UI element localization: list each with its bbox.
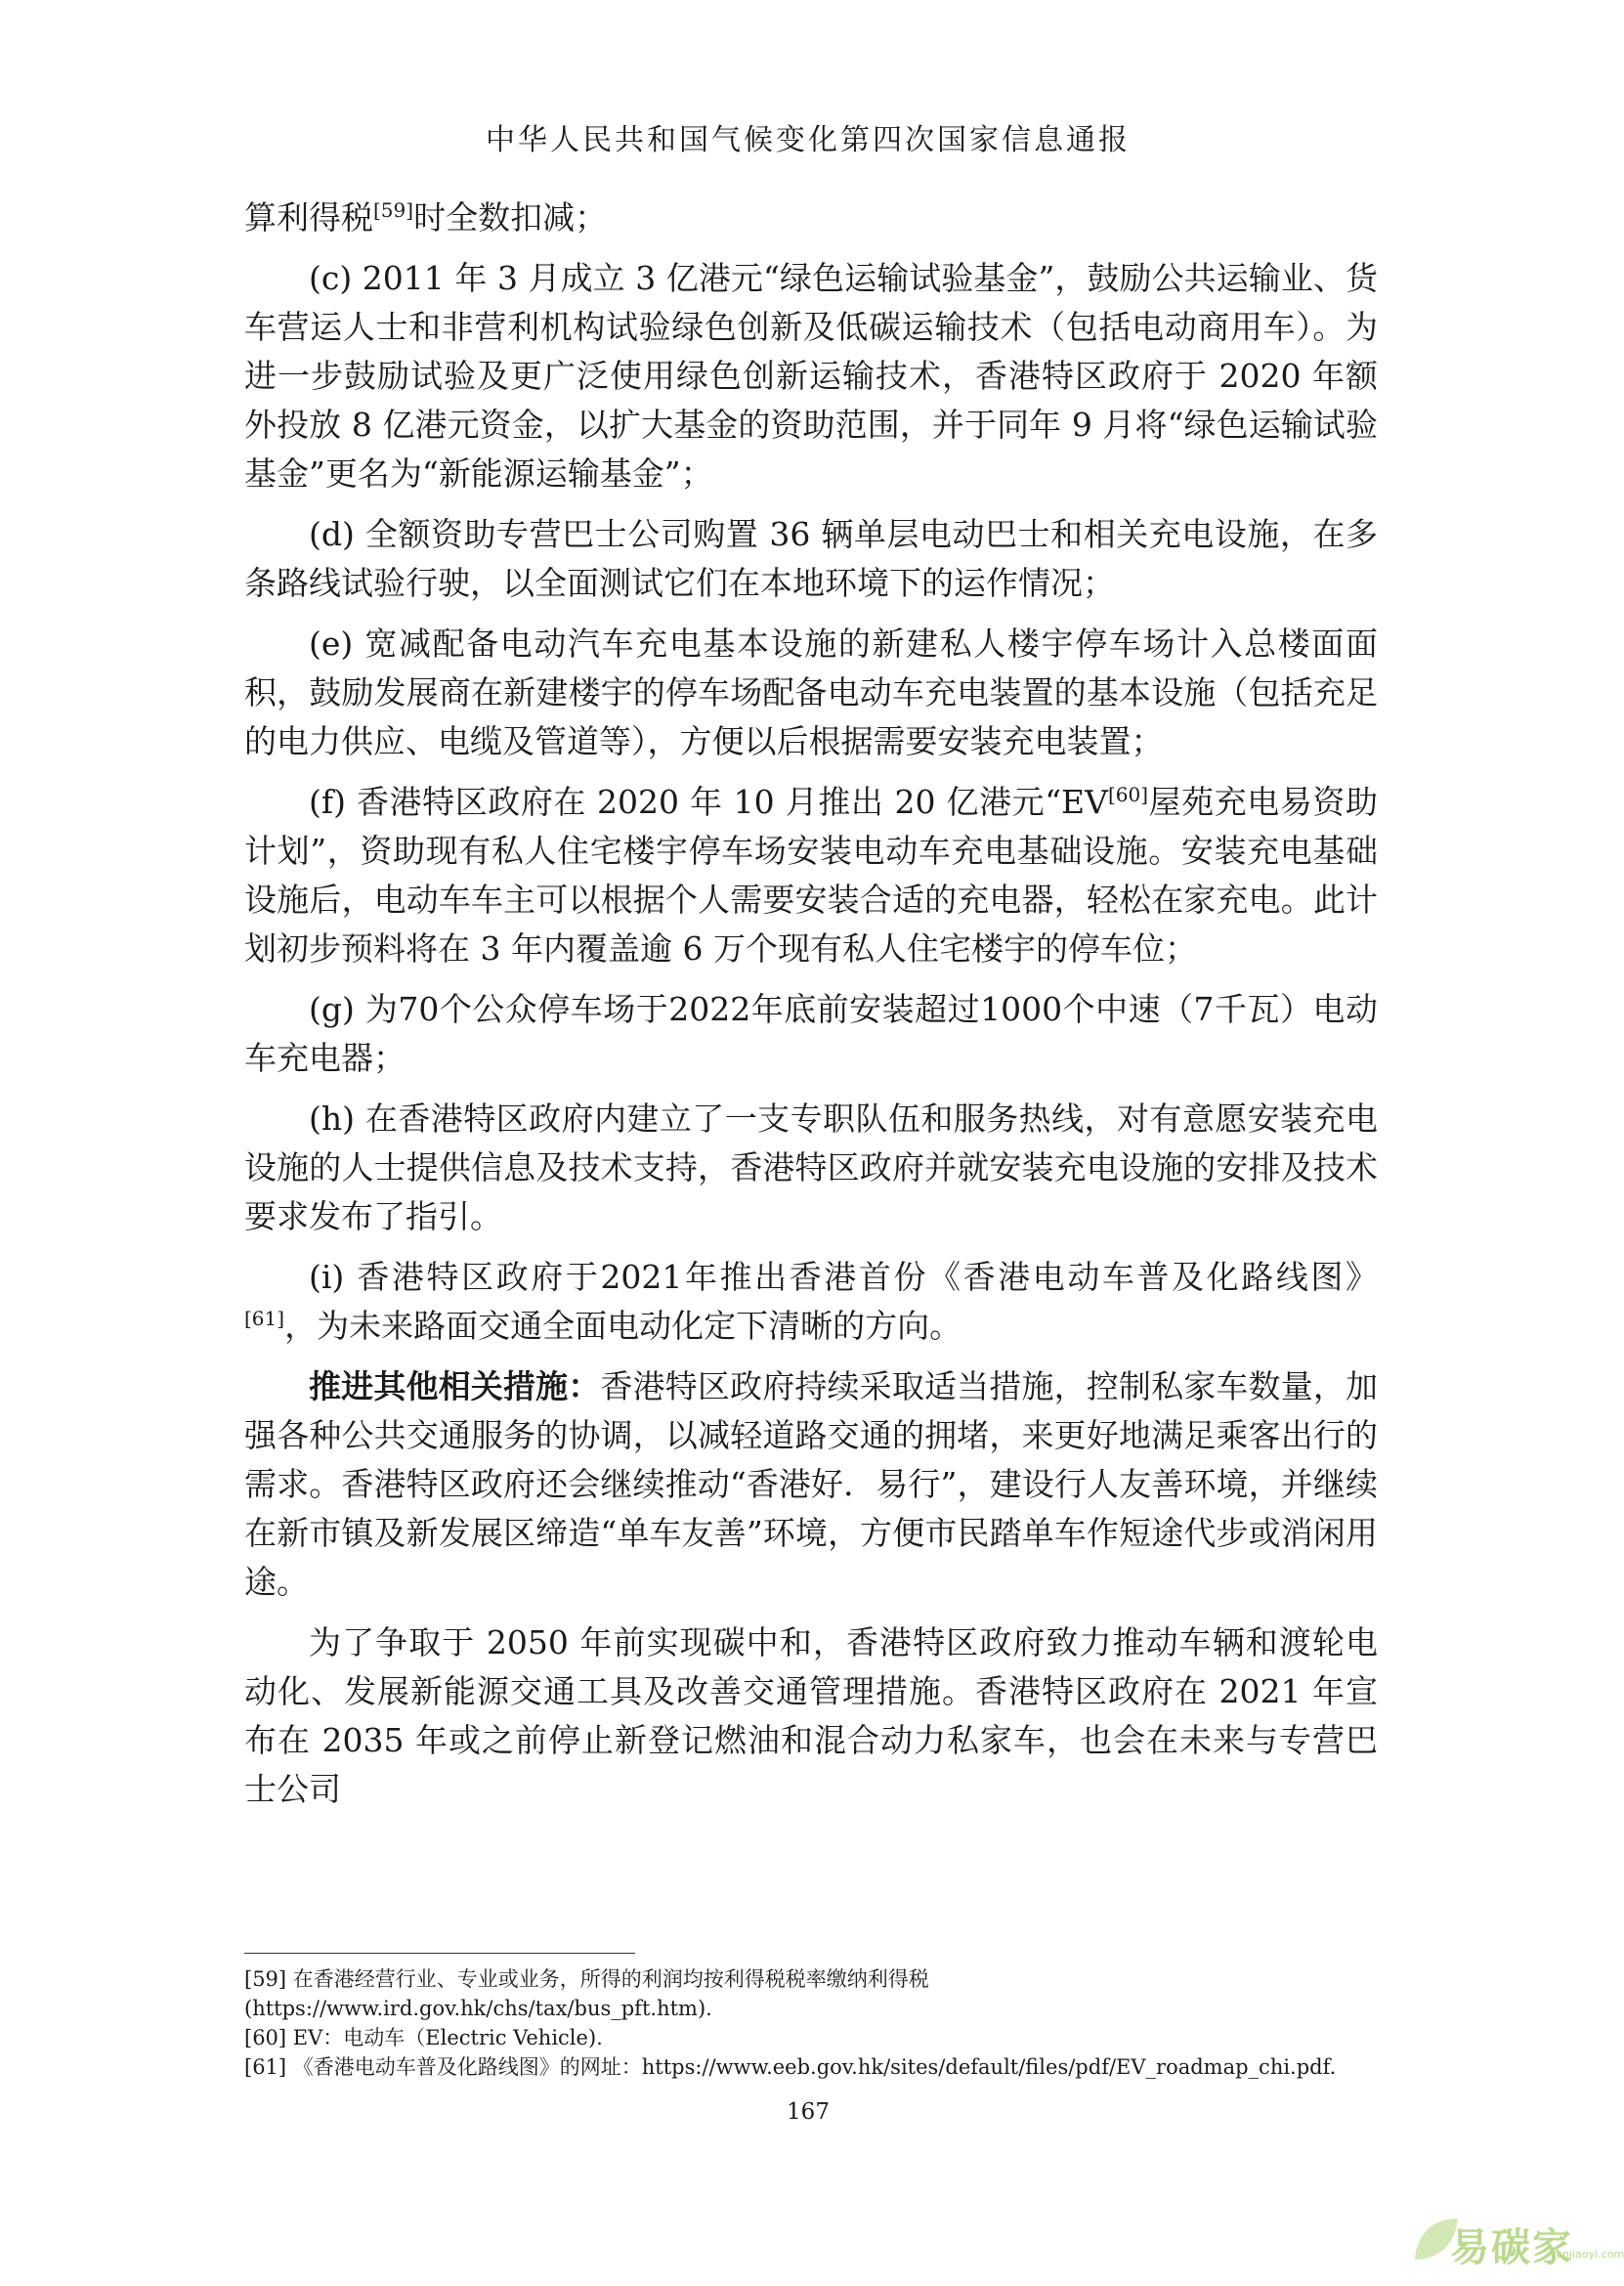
footnote-ref-61[interactable]: [61] xyxy=(244,1307,285,1330)
paragraph-text: 屋苑充电易资助计划”，资助现有私人住宅楼宇停车场安装电动车充电基础设施。安装充电基础设施后，电动车车主可以根据个人需要安装合适的充电器，轻松在家充电。此计划初步预料将在 3 年内覆盖逾 6 万个现有私人住宅楼宇的停车位； xyxy=(244,783,1378,968)
paragraph-item-c: (c) 2011 年 3 月成立 3 亿港元“绿色运输试验基金”，鼓励公共运输业、货车营运人士和非营利机构试验绿色创新及低碳运输技术（包括电动商用车）。为进一步鼓励试验及更广泛使用绿色创新运输技术，香港特区政府于 2020 年额外投放 8 亿港元资金，以扩大基金的资助范围，并于同年 9 月将“绿色运输试验基金”更名为“新能源运输基金”； xyxy=(244,259,1378,493)
paragraph-text: (i) 香港特区政府于2021年推出香港首份《香港电动车普及化路线图》 xyxy=(309,1258,1378,1296)
footnote-ref-59[interactable]: [59] xyxy=(373,198,414,222)
footnote-ref-60[interactable]: [60] xyxy=(1107,783,1149,806)
footnote-61[interactable]: [61] 《香港电动车普及化路线图》的网址：https://www.eeb.gov.hk/sites/default/files/pdf/EV_roadmap_chi.pdf. xyxy=(244,2055,1337,2079)
paragraph-other-measures xyxy=(244,1362,1378,1607)
paragraph-text: 算利得税 xyxy=(244,198,373,237)
watermark-brand: 易碳家 xyxy=(1450,2225,1573,2270)
paragraph-item-d: (d) 全额资助专营巴士公司购置 36 辆单层电动巴士和相关充电设施，在多条路线试验行驶，以全面测试它们在本地环境下的运作情况； xyxy=(244,515,1378,602)
paragraph-item-h: (h) 在香港特区政府内建立了一支专职队伍和服务热线，对有意愿安装充电设施的人士提供信息及技术支持，香港特区政府并就安装充电设施的安排及技术要求发布了指引。 xyxy=(244,1100,1378,1235)
paragraph-item-i xyxy=(244,1253,1378,1351)
watermark-logo xyxy=(1407,2211,1624,2270)
page-number: 167 xyxy=(787,2099,830,2125)
paragraph-text: 时全数扣减； xyxy=(413,198,608,237)
footnote-divider xyxy=(244,1953,635,1954)
running-header: 中华人民共和国气候变化第四次国家信息通报 xyxy=(486,123,1131,157)
paragraph-text: 香港特区政府持续采取适当措施，控制私家车数量，加强各种公共交通服务的协调，以减轻道路交通的拥堵，来更好地满足乘客出行的需求。香港特区政府还会继续推动“香港好．易行”，建设行人友善环境，并继续在新市镇及新发展区缔造“单车友善”环境，方便市民踏单车作短途代步或消闲用途。 xyxy=(244,1367,1378,1601)
paragraph-carbon-neutrality: 为了争取于 2050 年前实现碳中和，香港特区政府致力推动车辆和渡轮电动化、发展新能源交通工具及改善交通管理措施。香港特区政府在 2021 年宣布在 2035 年或之前停止新登记燃油和混合动力私家车，也会在未来与专营巴士公司 xyxy=(244,1623,1378,1808)
footnote-59: [59] 在香港经营行业、专业或业务，所得的利润均按利得税税率缴纳利得税 xyxy=(244,1967,929,1991)
paragraph-item-f xyxy=(244,778,1378,973)
watermark-domain: tanjiaoyi.com xyxy=(1552,2248,1624,2261)
footnote-59-url[interactable]: (https://www.ird.gov.hk/chs/tax/bus_pft.htm). xyxy=(244,1997,712,2020)
footnote-60: [60] EV：电动车（Electric Vehicle). xyxy=(244,2026,603,2049)
bold-lead-in: 推进其他相关措施： xyxy=(309,1367,601,1405)
paragraph-text: (f) 香港特区政府在 2020 年 10 月推出 20 亿港元“EV xyxy=(309,783,1108,821)
paragraph-item-g: (g) 为70个公众停车场于2022年底前安装超过1000个中速（7千瓦）电动车充电器； xyxy=(244,990,1378,1077)
paragraph-item-e: (e) 宽减配备电动汽车充电基本设施的新建私人楼宇停车场计入总楼面面积，鼓励发展商在新建楼宇的停车场配备电动车充电装置的基本设施（包括充足的电力供应、电缆及管道等），方便以后根据需要安装充电装置； xyxy=(244,625,1378,760)
footnotes xyxy=(244,1964,1378,2082)
paragraph-text: ，为未来路面交通全面电动化定下清晰的方向。 xyxy=(284,1307,962,1345)
paragraph-continuation xyxy=(244,194,1378,242)
body-text xyxy=(244,194,1378,1826)
